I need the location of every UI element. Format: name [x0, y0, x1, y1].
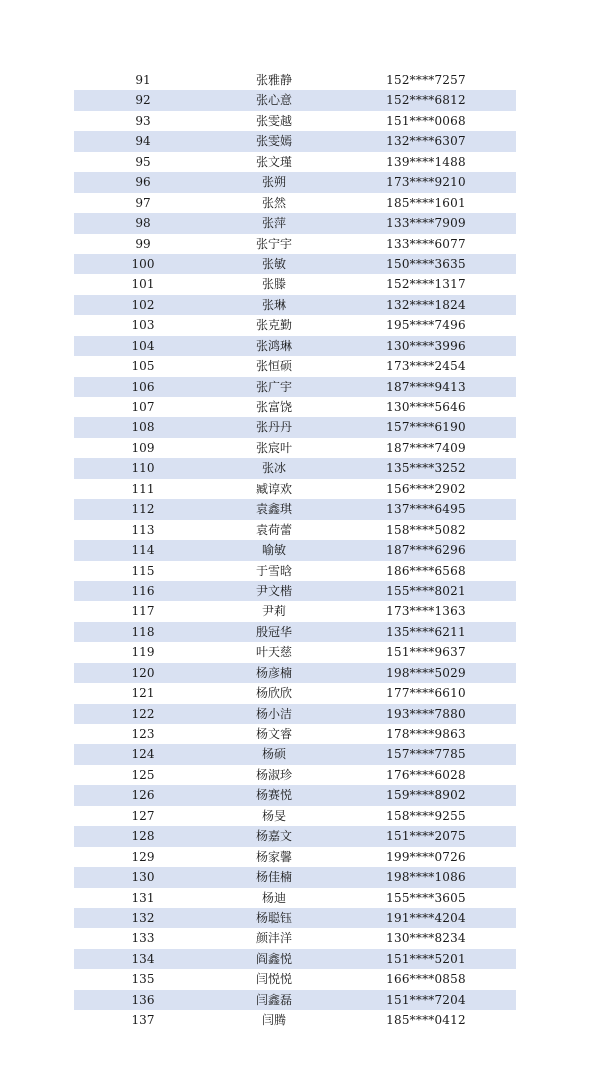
masked-phone: 132****1824 — [386, 297, 466, 312]
person-name: 张朔 — [261, 175, 286, 190]
row-number: 126 — [131, 788, 155, 803]
table-row — [74, 704, 516, 724]
row-number: 107 — [131, 400, 155, 414]
person-name: 张滕 — [261, 277, 286, 292]
person-name: 张雯嫣 — [255, 134, 292, 149]
table-row — [74, 1010, 516, 1030]
person-name: 闫腾 — [261, 1013, 286, 1028]
table-row — [74, 213, 516, 233]
person-name: 杨文睿 — [255, 727, 292, 741]
masked-phone: 133****6077 — [386, 236, 466, 251]
person-name: 喻敏 — [261, 543, 286, 558]
person-name: 张宁宇 — [255, 236, 292, 251]
person-name: 杨彦楠 — [255, 665, 292, 680]
table-row — [74, 417, 516, 437]
person-name: 尹莉 — [261, 604, 286, 619]
person-name: 杨小洁 — [255, 706, 292, 721]
person-name: 张富饶 — [255, 400, 292, 414]
row-number: 131 — [131, 890, 155, 905]
masked-phone: 155****8021 — [386, 583, 466, 598]
row-number: 132 — [131, 910, 155, 925]
person-name: 张心意 — [255, 93, 292, 108]
table-row — [74, 479, 516, 499]
table-row — [74, 765, 516, 785]
masked-phone: 178****9863 — [386, 727, 466, 741]
masked-phone: 173****1363 — [386, 604, 466, 619]
row-number: 109 — [131, 440, 155, 455]
person-name: 杨赛悦 — [255, 788, 292, 803]
masked-phone: 176****6028 — [386, 767, 466, 782]
person-name: 张克勤 — [255, 318, 292, 333]
table-row — [74, 908, 516, 928]
table-row — [74, 499, 516, 519]
row-number: 130 — [131, 870, 155, 885]
table-row — [74, 315, 516, 335]
table-row — [74, 438, 516, 458]
masked-phone: 173****9210 — [386, 175, 466, 190]
masked-phone: 135****3252 — [386, 461, 466, 476]
person-name: 张琳 — [261, 297, 286, 312]
row-number: 115 — [131, 563, 155, 578]
masked-phone: 198****5029 — [386, 665, 466, 680]
person-name: 张敏 — [261, 256, 286, 271]
table-row — [74, 785, 516, 805]
table-row — [74, 377, 516, 397]
row-number: 117 — [131, 604, 155, 619]
row-number: 121 — [131, 686, 155, 701]
masked-phone: 151****2075 — [386, 829, 466, 844]
person-name: 袁荷蕾 — [255, 522, 292, 537]
masked-phone: 150****3635 — [386, 256, 466, 271]
table-row — [74, 744, 516, 764]
row-number: 133 — [131, 931, 155, 946]
table-row — [74, 928, 516, 948]
table-row — [74, 642, 516, 662]
table-row — [74, 622, 516, 642]
table-row — [74, 397, 516, 417]
table-row — [74, 70, 516, 90]
person-name: 杨硕 — [261, 747, 286, 762]
masked-phone: 130****3996 — [386, 338, 466, 353]
person-name: 于雪晗 — [255, 563, 292, 578]
row-number: 93 — [135, 113, 151, 128]
masked-phone: 152****7257 — [386, 73, 466, 87]
masked-phone: 195****7496 — [386, 318, 466, 333]
row-number: 102 — [131, 297, 155, 312]
masked-phone: 166****0858 — [386, 972, 466, 987]
masked-phone: 130****8234 — [386, 931, 466, 946]
person-name: 张冰 — [261, 461, 286, 476]
row-number: 118 — [131, 624, 155, 639]
table-row — [74, 131, 516, 151]
person-name: 杨嘉文 — [255, 829, 292, 844]
row-number: 104 — [131, 338, 155, 353]
masked-phone: 133****7909 — [386, 216, 466, 231]
person-name: 杨家馨 — [255, 849, 292, 864]
table-row — [74, 826, 516, 846]
row-number: 98 — [135, 216, 151, 231]
table-row — [74, 847, 516, 867]
name-list-table — [74, 70, 516, 1031]
masked-phone: 186****6568 — [386, 563, 466, 578]
row-number: 108 — [131, 420, 155, 435]
row-number: 122 — [131, 706, 155, 721]
person-name: 张文瑾 — [255, 154, 292, 169]
table-row — [74, 152, 516, 172]
table-row — [74, 969, 516, 989]
masked-phone: 185****0412 — [386, 1013, 466, 1028]
row-number: 119 — [131, 645, 155, 660]
person-name: 杨佳楠 — [255, 870, 292, 885]
row-number: 136 — [131, 992, 155, 1007]
row-number: 111 — [131, 481, 155, 496]
table-row — [74, 867, 516, 887]
table-row — [74, 581, 516, 601]
table-row — [74, 540, 516, 560]
row-number: 124 — [131, 747, 155, 762]
table-row — [74, 561, 516, 581]
masked-phone: 187****9413 — [386, 379, 466, 394]
person-name: 张萍 — [261, 216, 286, 231]
table-row — [74, 111, 516, 131]
row-number: 114 — [131, 543, 155, 558]
masked-phone: 187****7409 — [386, 440, 466, 455]
masked-phone: 151****9637 — [386, 645, 466, 660]
row-number: 105 — [131, 359, 155, 374]
masked-phone: 157****7785 — [386, 747, 466, 762]
row-number: 120 — [131, 665, 155, 680]
row-number: 95 — [135, 154, 151, 169]
person-name: 杨聪钰 — [255, 910, 292, 925]
table-row — [74, 663, 516, 683]
row-number: 110 — [131, 461, 155, 476]
person-name: 阎鑫悦 — [255, 951, 292, 966]
person-name: 张丹丹 — [255, 420, 292, 435]
row-number: 92 — [135, 93, 151, 108]
row-number: 128 — [131, 829, 155, 844]
row-number: 106 — [131, 379, 155, 394]
table-row — [74, 888, 516, 908]
table-row — [74, 724, 516, 744]
person-name: 颜沣洋 — [255, 931, 292, 946]
masked-phone: 137****6495 — [386, 502, 466, 517]
person-name: 袁鑫琪 — [255, 502, 292, 517]
table-row — [74, 193, 516, 213]
table-row — [74, 254, 516, 274]
row-number: 112 — [131, 502, 155, 517]
masked-phone: 158****9255 — [386, 808, 466, 823]
row-number: 135 — [131, 972, 155, 987]
row-number: 91 — [135, 73, 151, 87]
masked-phone: 198****1086 — [386, 870, 466, 885]
masked-phone: 173****2454 — [386, 359, 466, 374]
table-row — [74, 234, 516, 254]
row-number: 94 — [135, 134, 151, 149]
masked-phone: 152****1317 — [386, 277, 466, 292]
table-row — [74, 356, 516, 376]
row-number: 99 — [135, 236, 151, 251]
person-name: 杨欣欣 — [255, 686, 292, 701]
masked-phone: 139****1488 — [386, 154, 466, 169]
masked-phone: 187****6296 — [386, 543, 466, 558]
person-name: 张鸿琳 — [255, 338, 292, 353]
table-row — [74, 458, 516, 478]
row-number: 101 — [131, 277, 155, 292]
table-row — [74, 990, 516, 1010]
table-row — [74, 683, 516, 703]
person-name: 杨迪 — [261, 890, 286, 905]
person-name: 臧谆欢 — [255, 481, 292, 496]
table-row — [74, 806, 516, 826]
person-name: 杨旻 — [261, 808, 286, 823]
table-row — [74, 949, 516, 969]
row-number: 97 — [135, 195, 151, 210]
row-number: 137 — [131, 1013, 155, 1028]
row-number: 113 — [131, 522, 155, 537]
row-number: 116 — [131, 583, 155, 598]
person-name: 闫悦悦 — [255, 972, 292, 987]
person-name: 杨淑珍 — [255, 767, 292, 782]
masked-phone: 193****7880 — [386, 706, 466, 721]
person-name: 张恒硕 — [255, 359, 292, 374]
person-name: 张雯越 — [255, 113, 292, 128]
masked-phone: 157****6190 — [386, 420, 466, 435]
row-number: 103 — [131, 318, 155, 333]
row-number: 96 — [135, 175, 151, 190]
masked-phone: 177****6610 — [386, 686, 466, 701]
person-name: 张雅静 — [255, 73, 292, 87]
masked-phone: 191****4204 — [386, 910, 466, 925]
person-name: 张然 — [261, 195, 286, 210]
table-row — [74, 274, 516, 294]
masked-phone: 155****3605 — [386, 890, 466, 905]
table-row — [74, 295, 516, 315]
person-name: 尹文楷 — [255, 583, 292, 598]
masked-phone: 135****6211 — [386, 624, 466, 639]
masked-phone: 151****7204 — [386, 992, 466, 1007]
table-row — [74, 90, 516, 110]
table-row — [74, 172, 516, 192]
row-number: 123 — [131, 727, 155, 741]
person-name: 闫鑫磊 — [255, 992, 292, 1007]
masked-phone: 132****6307 — [386, 134, 466, 149]
person-name: 叶天慈 — [255, 645, 292, 660]
row-number: 127 — [131, 808, 155, 823]
row-number: 125 — [131, 767, 155, 782]
person-name: 张宸叶 — [255, 440, 292, 455]
masked-phone: 199****0726 — [386, 849, 466, 864]
masked-phone: 130****5646 — [386, 400, 466, 414]
masked-phone: 156****2902 — [386, 481, 466, 496]
table-row — [74, 520, 516, 540]
table-row — [74, 601, 516, 621]
person-name: 殷冠华 — [255, 624, 292, 639]
row-number: 100 — [131, 256, 155, 271]
masked-phone: 158****5082 — [386, 522, 466, 537]
row-number: 129 — [131, 849, 155, 864]
masked-phone: 151****0068 — [386, 113, 466, 128]
masked-phone: 152****6812 — [386, 93, 466, 108]
person-name: 张广宇 — [255, 379, 292, 394]
masked-phone: 185****1601 — [386, 195, 466, 210]
row-number: 134 — [131, 951, 155, 966]
masked-phone: 151****5201 — [386, 951, 466, 966]
table-row — [74, 336, 516, 356]
masked-phone: 159****8902 — [386, 788, 466, 803]
